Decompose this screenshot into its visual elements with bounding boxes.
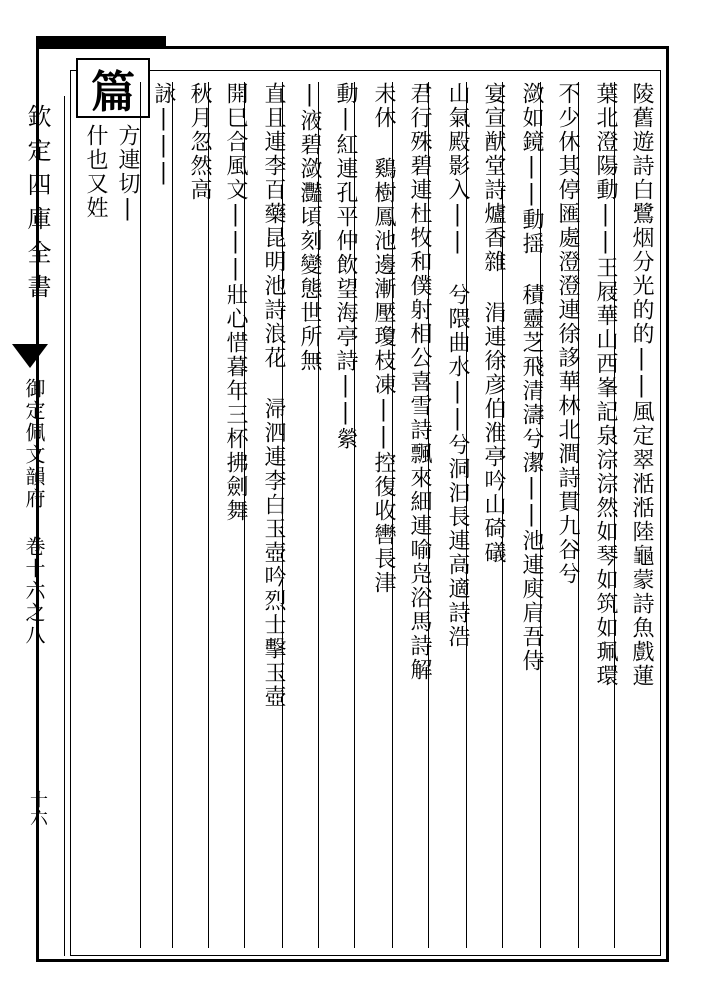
text-column: 秋月忽然高: [187, 82, 212, 202]
column-rule: [172, 82, 173, 948]
text-column: 山氣殿影入|| 兮隈曲水||兮洞汩長連高適詩浩: [445, 82, 470, 649]
text-column: 葉北澄陽動||王屐華山西峯記泉淙淙然如琴如筑如珮環: [593, 82, 618, 688]
text-column: 不少休其停匯處澄澄連徐誃華林北澗詩貫九谷兮: [555, 82, 580, 586]
text-column: 潋如鏡||動揺 積靈芝飛清濤兮潔||池連庾肩吾侍: [519, 82, 544, 673]
text-column: 陵舊遊詩白鷺烟分光的的||風定翠湉湉陸龜蒙詩魚戲蓮: [629, 82, 654, 688]
volume-title: 御定佩文韻府 卷十六之八: [22, 378, 46, 646]
text-column: 方連切|: [115, 124, 140, 223]
text-column: 什也又姓: [83, 124, 108, 220]
text-column: 詠|||: [151, 82, 176, 187]
text-column: 未休 鷄樹鳳池邊漸壓瓊枝凍||控復收轡長津: [371, 82, 396, 595]
text-column: 直且連李百藥昆明池詩浪花 㴆泗連李白玉壺吟烈士擊玉壺: [261, 82, 286, 709]
book-title: 欽定四庫全書: [23, 104, 51, 308]
text-column: 宴宣猷堂詩爐香雜 涓連徐彦伯淮亭吟山碕礒: [481, 82, 506, 565]
text-column: 動|紅連孔平仲飲望海亭詩||縈: [333, 82, 358, 451]
text-column: 君行殊碧連杜牧和僕射相公喜雪詩飄來細連喻凫浴馬詩解: [407, 82, 432, 682]
page-number: 十六: [27, 790, 48, 826]
column-rule: [208, 82, 209, 948]
text-column: 開巳合風文|||壯心惜暮年三杯拂劍舞: [223, 82, 248, 523]
rhyme-header: 篇: [76, 58, 150, 118]
text-column: |液碧潋灩頃刻變態世所無: [297, 82, 322, 373]
frame-top-bar: [36, 36, 166, 46]
